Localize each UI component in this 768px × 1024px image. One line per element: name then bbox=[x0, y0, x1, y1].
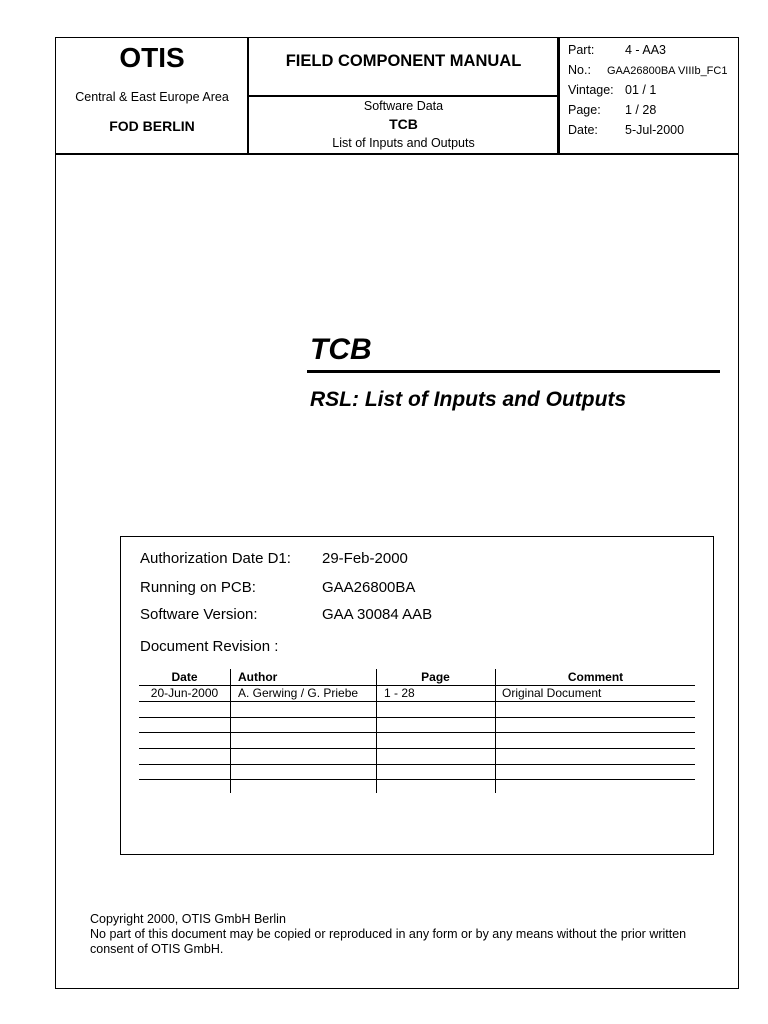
header-date: Date bbox=[171, 670, 198, 684]
auth-date-value: 29-Feb-2000 bbox=[322, 550, 408, 567]
meta-part-label: Part: bbox=[568, 43, 595, 57]
meta-part-value: 4 - AA3 bbox=[625, 43, 666, 57]
section-label: Software Data bbox=[363, 99, 444, 113]
copyright-notice bbox=[90, 912, 730, 957]
meta-vintage-value: 01 / 1 bbox=[625, 83, 657, 97]
meta-date-value: 5-Jul-2000 bbox=[625, 123, 685, 137]
manual-title: FIELD COMPONENT MANUAL bbox=[285, 52, 522, 70]
software-version-value: GAA 30084 AAB bbox=[322, 606, 433, 623]
cell-comment: Original Document bbox=[502, 686, 602, 700]
company-logo-text: OTIS bbox=[119, 42, 185, 73]
cell-date: 20-Jun-2000 bbox=[150, 686, 219, 700]
meta-page-value: 1 / 28 bbox=[625, 103, 657, 117]
meta-page-label: Page: bbox=[568, 103, 601, 117]
table-row bbox=[139, 763, 695, 780]
meta-number-value: GAA26800BA VIIIb_FC1 bbox=[607, 65, 728, 77]
header-page: Page bbox=[421, 670, 450, 684]
pcb-label: Running on PCB: bbox=[140, 579, 256, 596]
document-subtitle: RSL: List of Inputs and Outputs bbox=[310, 388, 627, 411]
notice-line-1: No part of this document may be copied or reproduced in any form or by any means without the prior written bbox=[90, 927, 687, 941]
table-row bbox=[139, 685, 695, 702]
meta-vintage-label: Vintage: bbox=[568, 83, 614, 97]
area-label: Central & East Europe Area bbox=[75, 90, 229, 104]
cell-author: A. Gerwing / G. Priebe bbox=[238, 686, 359, 700]
software-version-label: Software Version: bbox=[140, 606, 258, 623]
cell-page: 1 - 28 bbox=[384, 686, 415, 700]
copyright-line: Copyright 2000, OTIS GmbH Berlin bbox=[90, 912, 286, 926]
table-row bbox=[139, 716, 695, 733]
header-bottom-rule bbox=[55, 153, 739, 155]
header-author: Author bbox=[238, 670, 278, 684]
title-underline bbox=[307, 370, 720, 373]
header-comment: Comment bbox=[567, 670, 624, 684]
meta-number-label: No.: bbox=[568, 63, 591, 77]
header-middle-rule bbox=[248, 95, 558, 97]
meta-date-label: Date: bbox=[568, 123, 598, 137]
document-subject: List of Inputs and Outputs bbox=[332, 136, 475, 150]
notice-line-2: consent of OTIS GmbH. bbox=[90, 942, 224, 956]
pcb-value: GAA26800BA bbox=[322, 579, 416, 596]
table-row bbox=[139, 732, 695, 749]
table-header-row bbox=[139, 669, 695, 686]
document-title: TCB bbox=[310, 333, 372, 366]
office-label: FOD BERLIN bbox=[109, 118, 195, 134]
revision-label: Document Revision : bbox=[140, 638, 279, 655]
component-label: TCB bbox=[389, 116, 418, 132]
auth-date-label: Authorization Date D1: bbox=[140, 550, 291, 567]
